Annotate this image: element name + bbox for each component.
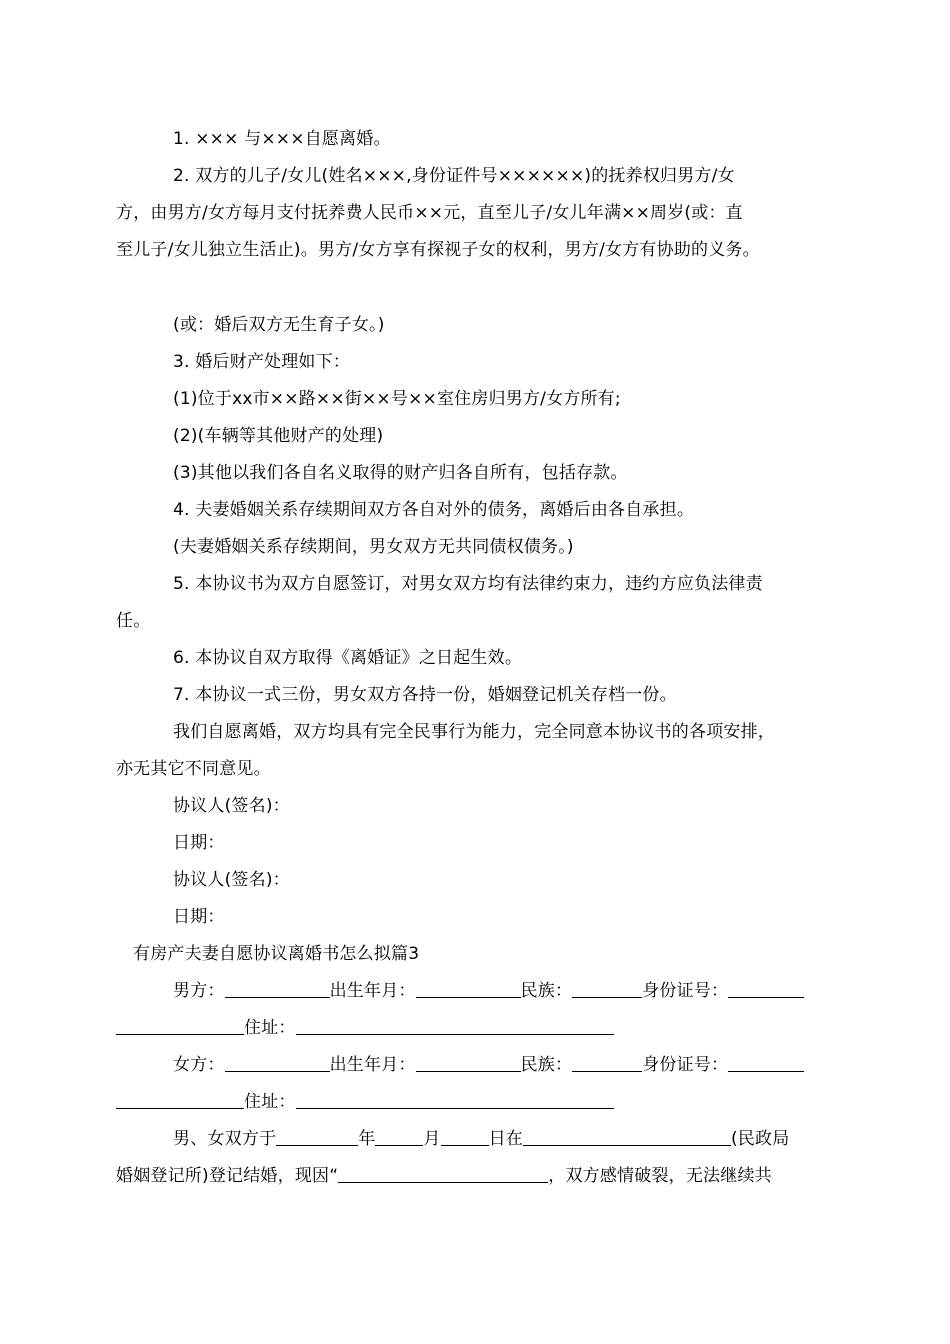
male-info-row [173,979,846,1003]
agreement-item-4: 4. 夫妻婚姻关系存续期间双方各自对外的债务，离婚后由各自承担。 [173,500,695,520]
year-blank [276,1127,358,1146]
female-info-row [173,1053,846,1077]
birth-label: 出生年月： [329,981,416,1001]
id-label: 身份证号： [642,981,729,1001]
female-ethnic-blank [572,1053,642,1072]
agreement-item-5-cont: 任。 [116,611,151,631]
agreement-item-2: 2. 双方的儿子/女儿(姓名×××,身份证件号××××××)的抚养权归男方/女 [173,166,735,186]
male-id-blank [728,979,804,998]
date-1-label: 日期： [173,833,225,853]
alt-children-note: (或：婚后双方无生育子女。) [173,315,385,335]
agreement-item-2-cont: 方，由男方/女方每月支付抚养费人民币××元，直至儿子/女儿年满××周岁(或：直 [116,203,743,223]
statement: 我们自愿离婚，双方均具有完全民事行为能力，完全同意本协议书的各项安排， [173,722,775,742]
agreement-item-3: 3. 婚后财产处理如下： [173,352,351,372]
female-address-row [116,1090,846,1114]
alt-debt-note: (夫妻婚姻关系存续期间，男女双方无共同债权债务。) [173,537,574,557]
breakdown-text: ，双方感情破裂，无法继续共 [548,1166,772,1186]
signer-2-label: 协议人(签名)： [173,870,290,890]
male-ethnic-blank [572,979,642,998]
reason-blank [338,1164,548,1183]
registry-blank [523,1127,731,1146]
male-birth-blank [416,979,521,998]
agreement-item-5: 5. 本协议书为双方自愿签订，对男女双方均有法律约束力，违约方应负法律责 [173,574,763,594]
female-id-blank-cont [116,1090,244,1109]
agreement-item-3-1: (1)位于xx市××路××街××号××室住房归男方/女方所有; [173,389,621,409]
female-address-blank [296,1090,614,1109]
female-birth-blank [416,1053,521,1072]
agreement-item-2-cont: 至儿子/女儿独立生活止)。男方/女方享有探视子女的权利，男方/女方有协助的义务。 [116,240,760,260]
female-label: 女方： [173,1055,225,1075]
male-address-row [116,1016,846,1040]
male-address-blank [296,1016,614,1035]
month-blank [375,1127,423,1146]
agreement-item-7: 7. 本协议一式三份，男女双方各持一份，婚姻登记机关存档一份。 [173,685,677,705]
ethnic-label: 民族： [520,1055,573,1075]
month-label: 月 [423,1129,441,1149]
marriage-row-cont [116,1164,846,1188]
agreement-item-3-3: (3)其他以我们各自名义取得的财产归各自所有，包括存款。 [173,463,628,483]
male-id-blank-cont [116,1016,244,1035]
signer-1-label: 协议人(签名)： [173,796,290,816]
ethnic-label: 民族： [520,981,573,1001]
registry-suffix: (民政局 [731,1129,790,1149]
day-blank [441,1127,489,1146]
registry-text: 婚姻登记所)登记结婚，现因“ [116,1166,339,1186]
agreement-item-6: 6. 本协议自双方取得《离婚证》之日起生效。 [173,648,523,668]
statement-cont: 亦无其它不同意见。 [116,759,271,779]
day-label: 日在 [488,1129,524,1149]
year-label: 年 [358,1129,376,1149]
birth-label: 出生年月： [329,1055,416,1075]
male-name-blank [225,979,330,998]
address-label: 住址： [244,1018,296,1038]
male-label: 男方： [173,981,225,1001]
female-name-blank [225,1053,330,1072]
id-label: 身份证号： [642,1055,729,1075]
agreement-item-3-2: (2)(车辆等其他财产的处理) [173,426,384,446]
section-heading: 有房产夫妻自愿协议离婚书怎么拟篇3 [133,944,420,964]
female-id-blank [728,1053,804,1072]
agreement-item-1: 1. ××× 与×××自愿离婚。 [173,129,391,149]
marriage-prefix: 男、女双方于 [173,1129,277,1149]
date-2-label: 日期： [173,907,225,927]
marriage-row [173,1127,846,1151]
address-label: 住址： [244,1092,296,1112]
